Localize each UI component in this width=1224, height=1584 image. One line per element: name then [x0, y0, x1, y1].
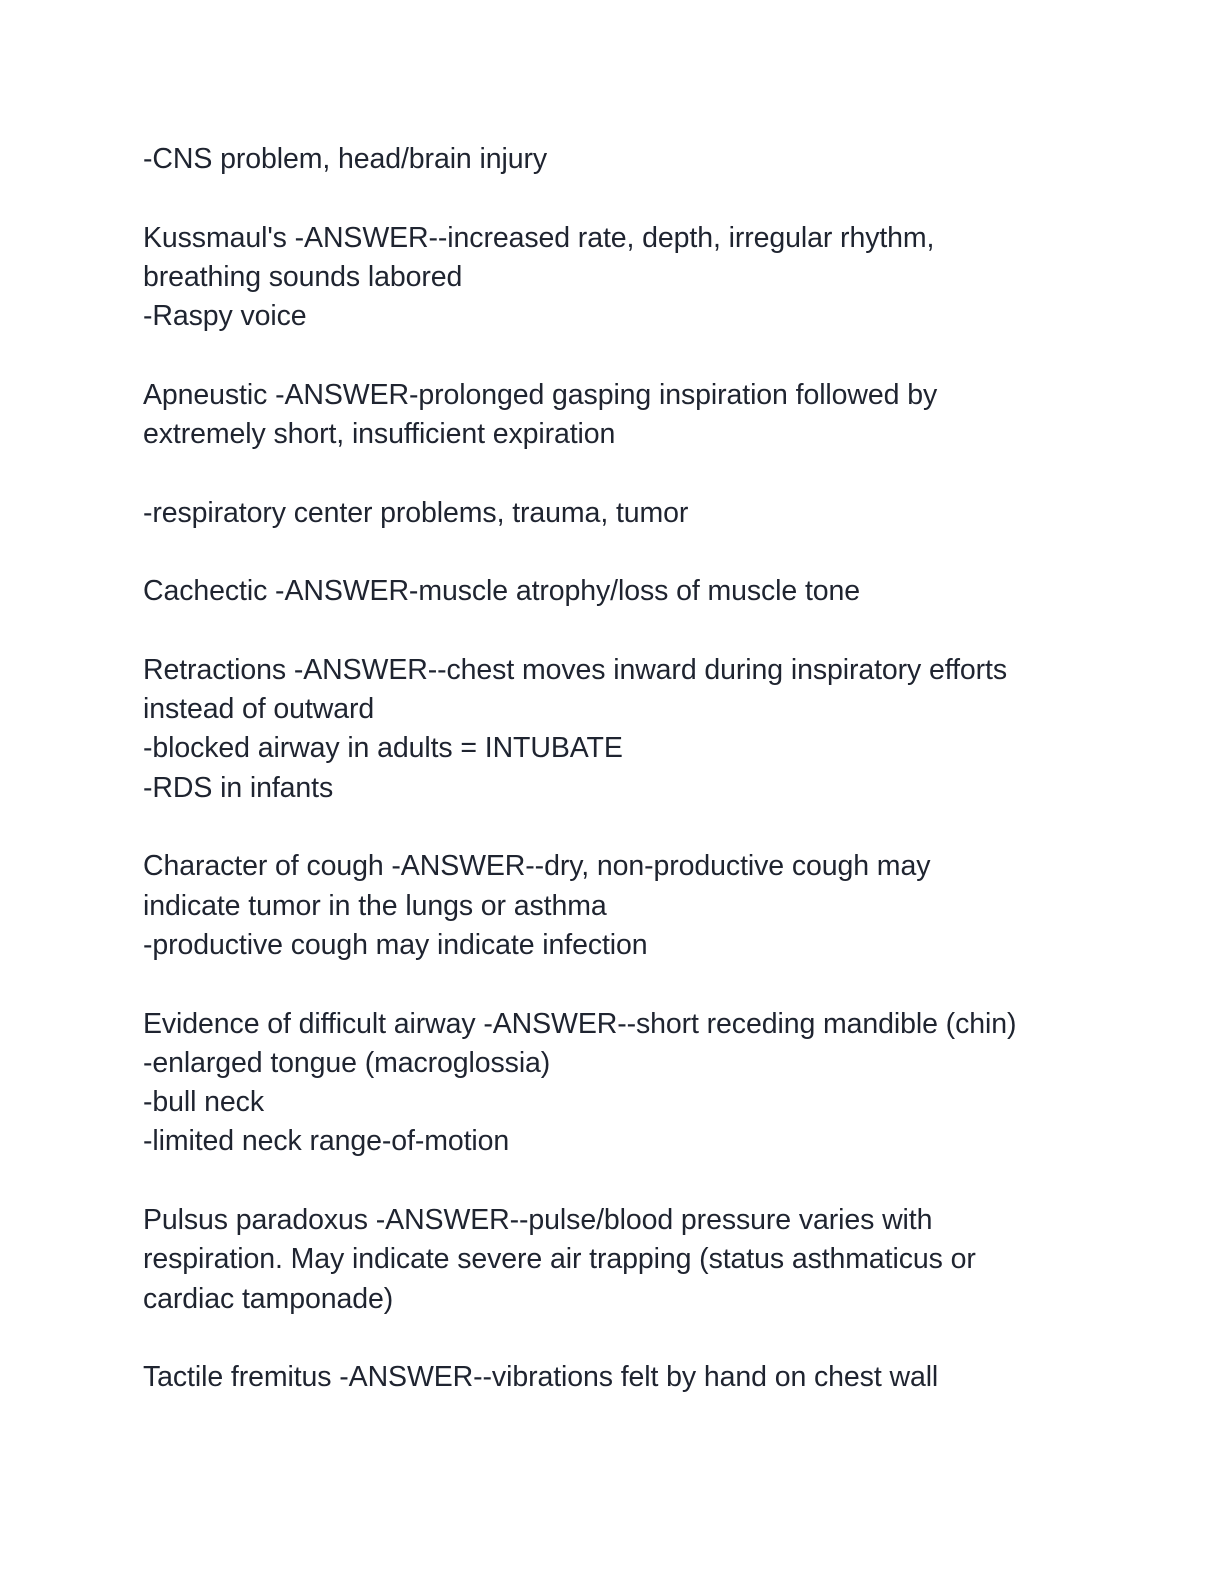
text-line: -CNS problem, head/brain injury — [143, 143, 547, 175]
paragraph-respiratory-center — [143, 494, 1103, 533]
text-line: breathing sounds labored — [143, 260, 463, 293]
text-line: Tactile fremitus -ANSWER--vibrations felt by hand on chest wall — [143, 1361, 939, 1394]
paragraph-tactile-fremitus — [143, 1358, 1103, 1397]
document-body — [143, 140, 1103, 1437]
text-line: -Raspy voice — [143, 300, 307, 333]
text-line: extremely short, insufficient expiration — [143, 418, 616, 451]
text-line: Character of cough -ANSWER--dry, non-productive cough may — [143, 850, 931, 883]
text-line: cardiac tamponade) — [143, 1282, 394, 1315]
paragraph-difficult-airway — [143, 1005, 1103, 1162]
text-line: Evidence of difficult airway -ANSWER--short receding mandible (chin) — [143, 1007, 1017, 1040]
text-line: Pulsus paradoxus -ANSWER--pulse/blood pressure varies with — [143, 1204, 933, 1237]
text-line: -bull neck — [143, 1086, 264, 1119]
paragraph-apneustic — [143, 376, 1103, 455]
paragraph-cns — [143, 140, 1103, 179]
text-line: Apneustic -ANSWER-prolonged gasping inspiration followed by — [143, 378, 938, 411]
text-line: instead of outward — [143, 693, 375, 726]
text-line: -enlarged tongue (macroglossia) — [143, 1046, 551, 1079]
paragraph-cachectic — [143, 572, 1103, 611]
text-line: -productive cough may indicate infection — [143, 928, 648, 961]
text-line: Kussmaul's -ANSWER--increased rate, depth, irregular rhythm, — [143, 221, 935, 254]
text-line: respiration. May indicate severe air trapping (status asthmaticus or — [143, 1243, 976, 1276]
text-line: -limited neck range-of-motion — [143, 1125, 510, 1158]
paragraph-pulsus-paradoxus — [143, 1201, 1103, 1319]
text-line: -respiratory center problems, trauma, tumor — [143, 496, 689, 529]
text-line: -RDS in infants — [143, 771, 334, 804]
text-line: indicate tumor in the lungs or asthma — [143, 889, 607, 922]
paragraph-kussmauls — [143, 219, 1103, 337]
paragraph-character-of-cough — [143, 847, 1103, 965]
text-line: Cachectic -ANSWER-muscle atrophy/loss of muscle tone — [143, 575, 861, 608]
text-line: -blocked airway in adults = INTUBATE — [143, 732, 623, 765]
paragraph-retractions — [143, 651, 1103, 808]
text-line: Retractions -ANSWER--chest moves inward during inspiratory efforts — [143, 653, 1008, 686]
